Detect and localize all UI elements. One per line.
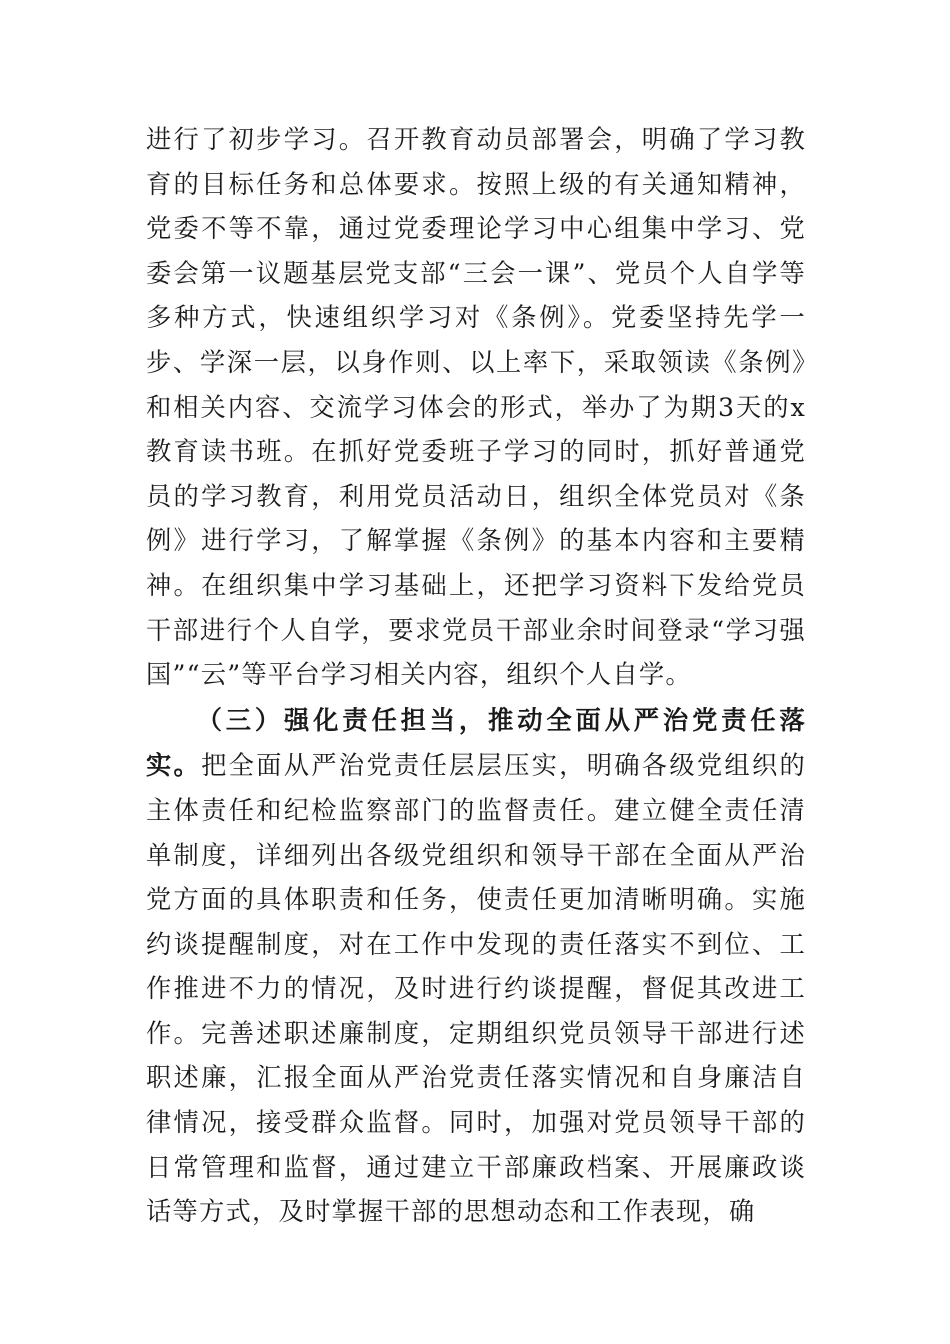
paragraph-study-continuation <box>146 118 806 698</box>
document-body <box>146 118 806 1235</box>
paragraph-text: 进行了初步学习。召开教育动员部署会，明确了学习教育的目标任务和总体要求。按照上级的有关通知精神，党委不等不靠，通过党委理论学习中心组集中学习、党委会第一议题基层党支部“三会一课”、党员个人自学等多种方式，快速组织学习对《条例》。党委坚持先学一步、学深一层，以身作则、以上率下，采取领读《条例》和相关内容、交流学习体会的形式，举办了为期3天的x教育读书班。在抓好党委班子学习的同时，抓好普通党员的学习教育，利用党员活动日，组织全体党员对《条例》进行学习，了解掌握《条例》的基本内容和主要精神。在组织集中学习基础上，还把学习资料下发给党员干部进行个人自学，要求党员干部业余时间登录“学习强国”“云”等平台学习相关内容，组织个人自学。 <box>146 125 806 690</box>
paragraph-responsibility <box>146 698 806 1235</box>
section-heading-3: （三）强化责任担当，推动全面从严治党责任落实。 <box>146 704 806 781</box>
paragraph-text: 把全面从严治党责任层层压实，明确各级党组织的主体责任和纪检监察部门的监督责任。建立健全责任清单制度，详细列出各级党组织和领导干部在全面从严治党方面的具体职责和任务，使责任更加清晰明确。实施约谈提醒制度，对在工作中发现的责任落实不到位、工作推进不力的情况，及时进行约谈提醒，督促其改进工作。完善述职述廉制度，定期组织党员领导干部进行述职述廉，汇报全面从严治党责任落实情况和自身廉洁自律情况，接受群众监督。同时，加强对党员领导干部的日常管理和监督，通过建立干部廉政档案、开展廉政谈话等方式，及时掌握干部的思想动态和工作表现，确 <box>146 751 806 1227</box>
